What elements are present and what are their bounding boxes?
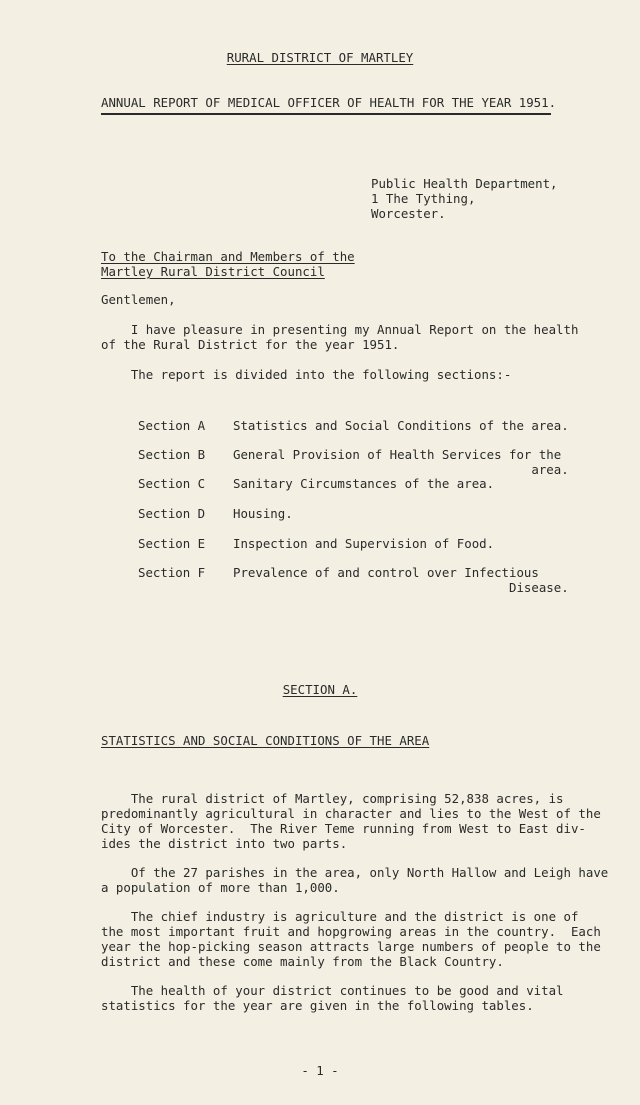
parishes-paragraph: Of the 27 parishes in the area, only North Hallow and Leigh have a population of more than 1,000. [101,865,609,895]
section-f-label: Section F [138,565,206,580]
address-line-1: Public Health Department, [371,176,558,191]
section-c-desc: Sanitary Circumstances of the area. [233,476,495,491]
section-d-label: Section D [138,506,206,521]
page-number: - 1 - [301,1063,339,1078]
address-line-3: Worcester. [371,206,446,221]
section-a-desc: Statistics and Social Conditions of the area. [233,418,569,433]
recipient-line-2: Martley Rural District Council [101,264,325,279]
section-a-label: Section A [138,418,206,433]
report-subtitle: ANNUAL REPORT OF MEDICAL OFFICER OF HEALTH FOR THE YEAR 1951. [101,95,557,110]
section-d-desc: Housing. [233,506,293,521]
section-e-label: Section E [138,536,206,551]
recipient-line-1: To the Chairman and Members of the [101,249,355,264]
health-paragraph: The health of your district continues to be good and vital statistics for the year are given in the following tables. [101,983,564,1013]
intro-paragraph: I have pleasure in presenting my Annual Report on the health of the Rural District for the year 1951. [101,322,579,352]
section-c-label: Section C [138,476,206,491]
address-line-2: 1 The Tything, [371,191,476,206]
section-b-label: Section B [138,447,206,462]
section-a-subheading: STATISTICS AND SOCIAL CONDITIONS OF THE AREA [101,733,430,748]
section-f-desc: Prevalence of and control over Infectious Disease. [233,565,569,595]
sections-intro: The report is divided into the following sections:- [101,367,512,382]
section-b-desc: General Provision of Health Services for the area. [233,447,569,477]
section-e-desc: Inspection and Supervision of Food. [233,536,495,551]
section-a-heading: SECTION A. [282,682,358,697]
greeting: Gentlemen, [101,292,176,307]
header-rule [101,113,551,115]
report-title: RURAL DISTRICT OF MARTLEY [226,50,414,65]
industry-paragraph: The chief industry is agriculture and the district is one of the most important fruit and hopgrowing areas in the country. Each year the hop-picking season attracts large numbers of people to the district and these come mainly from the Black Country. [101,909,601,969]
district-paragraph: The rural district of Martley, comprising 52,838 acres, is predominantly agricultural in character and lies to the West of the City of Worcester. The River Teme running from West to East div- ides the district into two parts. [101,791,601,851]
